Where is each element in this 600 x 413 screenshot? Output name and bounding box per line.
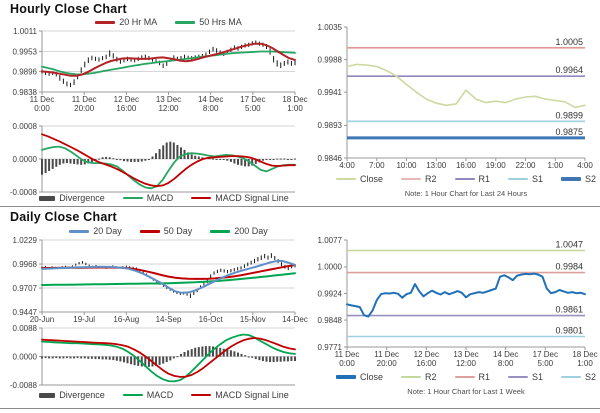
divergence-bar	[162, 357, 164, 364]
legend-item-50-day	[140, 226, 193, 236]
y-tick-label: 0.9447	[12, 307, 37, 317]
section-divider	[0, 206, 600, 207]
last24h-legend	[347, 174, 597, 184]
divergence-bar	[109, 357, 111, 360]
divergence-bar	[91, 357, 93, 359]
x-tick-label: 1:00	[577, 359, 593, 368]
y-tick-label: 0.0000	[12, 154, 37, 164]
legend-label: Divergence	[59, 193, 105, 203]
divergence-bar	[102, 157, 104, 159]
divergence-bar	[283, 357, 285, 362]
x-tick-label: 20:00	[376, 359, 397, 368]
divergence-bar	[219, 159, 221, 160]
divergence-bar	[248, 357, 250, 358]
legend-label: Close	[359, 372, 383, 382]
divergence-bar	[230, 350, 232, 356]
line-swatch-s1	[508, 376, 528, 378]
divergence-bar	[70, 159, 72, 164]
divergence-bar	[87, 357, 89, 359]
line-swatch-s1	[508, 178, 528, 180]
y-tick-label: 0.9941	[317, 87, 342, 97]
divergence-bar	[184, 352, 186, 357]
divergence-bar	[166, 143, 168, 160]
divergence-bar	[276, 159, 278, 160]
divergence-bar	[80, 357, 82, 359]
divergence-bar	[287, 159, 289, 160]
y-tick-label: -0.0008	[9, 187, 37, 197]
legend-label: 20 Day	[93, 226, 122, 236]
divergence-bar	[233, 159, 235, 164]
line-swatch-50-day	[140, 230, 160, 233]
divergence-bar	[294, 159, 296, 160]
y-tick-label: 1.0229	[12, 235, 37, 245]
y-tick-label: 0.9893	[317, 121, 342, 131]
y-tick-label: 1.0000	[317, 262, 342, 272]
divergence-bar	[276, 357, 278, 362]
daily-chart-title: Daily Close Chart	[10, 210, 117, 224]
x-tick-label: 14-Dec	[282, 315, 308, 324]
divergence-bar	[77, 159, 79, 164]
divergence-bar	[273, 357, 275, 363]
legend-label: 50 Day	[163, 226, 193, 236]
y-tick-label: 0.0008	[12, 121, 37, 131]
ma-line-50-hrs-ma	[42, 52, 295, 75]
divergence-bar	[176, 145, 178, 159]
divergence-bar	[280, 357, 282, 362]
y-tick-label: 0.9953	[12, 47, 37, 57]
y-tick-label: 0.9896	[12, 67, 37, 77]
y-tick-label: 0.9771	[317, 342, 342, 352]
divergence-bar	[84, 357, 86, 359]
divergence-bar	[116, 159, 118, 160]
legend-label: R2	[424, 174, 437, 184]
x-tick-label: 18 Dec	[282, 95, 308, 104]
divergence-bar	[134, 159, 136, 162]
divergence-bar	[280, 159, 282, 160]
divergence-bar	[123, 357, 125, 363]
x-tick-label: 8:00	[202, 104, 219, 113]
level-label-S2: 0.9801	[555, 325, 583, 336]
hourly-ma-legend	[42, 17, 295, 27]
divergence-bar	[155, 153, 157, 159]
legend-label: R1	[478, 174, 491, 184]
divergence-bar	[48, 159, 50, 171]
y-tick-label: 0.9838	[12, 87, 37, 97]
divergence-bar	[244, 355, 246, 356]
divergence-bar	[251, 357, 253, 358]
divergence-bar	[269, 357, 271, 363]
divergence-bar	[41, 159, 43, 175]
legend-item-close	[336, 174, 383, 184]
divergence-bar	[198, 157, 200, 160]
line-swatch-macd-signal-line	[191, 394, 211, 396]
divergence-bar	[105, 357, 107, 360]
line-swatch-r2	[401, 178, 421, 180]
divergence-bar	[294, 357, 296, 362]
legend-item-macd	[123, 193, 174, 203]
x-tick-label: 5:00	[245, 104, 261, 113]
legend-label: Divergence	[59, 390, 105, 400]
x-tick-label: 12 Dec	[413, 350, 440, 359]
divergence-bar	[152, 157, 154, 160]
divergence-bar	[255, 357, 257, 360]
legend-item-s1	[508, 174, 543, 184]
x-tick-label: 14-Sep	[155, 315, 182, 324]
line-swatch-macd	[123, 197, 143, 199]
close-line	[347, 64, 585, 107]
legend-label: S2	[585, 372, 597, 382]
divergence-bar	[116, 357, 118, 361]
divergence-bar	[169, 142, 171, 159]
divergence-bar	[148, 159, 150, 160]
divergence-bar	[102, 357, 104, 360]
x-tick-label: 13:00	[426, 161, 447, 170]
x-tick-label: 16:00	[116, 104, 137, 113]
x-tick-label: 8:00	[497, 359, 514, 368]
legend-label: R2	[424, 372, 437, 382]
divergence-bar	[269, 159, 271, 160]
divergence-bar	[180, 354, 182, 357]
line-swatch-close	[336, 178, 356, 180]
x-tick-label: 12:00	[158, 104, 179, 113]
divergence-bar	[230, 159, 232, 162]
x-tick-label: 5:00	[537, 359, 554, 368]
divergence-bar	[173, 143, 175, 160]
y-tick-label: 0.9968	[12, 259, 37, 269]
divergence-bar	[212, 159, 214, 160]
divergence-bar	[262, 357, 264, 362]
x-tick-label: 4:00	[577, 161, 593, 170]
bottom-divider	[0, 408, 600, 409]
divergence-bar	[119, 357, 121, 362]
y-tick-label: 1.0077	[317, 235, 342, 245]
level-label-S1: 0.9861	[555, 304, 583, 315]
divergence-bar	[233, 351, 235, 356]
x-tick-label: 14 Dec	[492, 350, 519, 359]
x-tick-label: 11 Dec	[334, 350, 360, 359]
note-last-1-week: Note: 1 Hour Chart for Last 1 Week	[407, 387, 525, 396]
divergence-bar	[201, 347, 203, 357]
divergence-bar	[194, 348, 196, 357]
bar-swatch-divergence	[39, 393, 55, 398]
y-tick-label: 0.0000	[12, 352, 37, 362]
divergence-bar	[169, 357, 171, 361]
x-tick-label: 18 Dec	[572, 350, 598, 359]
y-tick-label: 1.0035	[317, 22, 342, 32]
y-tick-label: -0.0088	[9, 380, 37, 390]
line-swatch-20-day	[69, 230, 89, 233]
divergence-bar	[144, 159, 146, 161]
legend-item-20-day	[69, 226, 122, 236]
legend-label: S1	[532, 372, 544, 382]
y-tick-label: 0.0088	[12, 323, 37, 333]
divergence-bar	[137, 159, 139, 162]
divergence-bar	[173, 357, 175, 359]
divergence-bar	[290, 159, 292, 160]
divergence-bar	[112, 357, 114, 361]
level-label-S1: 0.9899	[555, 110, 583, 121]
x-tick-label: 14 Dec	[197, 95, 224, 104]
divergence-bar	[266, 159, 268, 160]
line-swatch-50-hrs-ma	[175, 21, 195, 24]
divergence-bar	[98, 159, 100, 160]
line-swatch-200-day	[210, 230, 230, 233]
x-tick-label: 20:00	[74, 104, 95, 113]
divergence-bar	[159, 149, 161, 159]
legend-item-s1	[508, 372, 543, 382]
legend-label: R1	[478, 372, 491, 382]
x-tick-label: 11 Dec	[29, 95, 55, 104]
line-swatch-close	[336, 375, 356, 379]
x-tick-label: 16:00	[416, 359, 437, 368]
divergence-bar	[194, 156, 196, 159]
divergence-bar	[258, 357, 260, 361]
divergence-bar	[237, 159, 239, 165]
x-tick-label: 17 Dec	[240, 95, 266, 104]
legend-item-20-hr-ma	[95, 17, 157, 27]
x-tick-label: 22:00	[515, 161, 536, 170]
x-tick-label: 20-Jun	[29, 315, 55, 324]
x-tick-label: 12 Dec	[113, 95, 140, 104]
divergence-bar	[283, 159, 285, 160]
legend-item-200-day	[210, 226, 268, 236]
divergence-bar	[123, 159, 125, 161]
divergence-bar	[55, 159, 57, 167]
x-tick-label: 10:00	[396, 161, 417, 170]
x-tick-label: 16:00	[455, 161, 477, 170]
legend-label: Close	[359, 174, 383, 184]
divergence-bar	[141, 159, 143, 162]
divergence-bar	[166, 357, 168, 363]
divergence-bar	[287, 357, 289, 362]
ma-line-20-hr-ma	[42, 44, 295, 76]
divergence-bar	[216, 159, 218, 160]
divergence-bar	[226, 159, 228, 161]
y-tick-label: 0.9707	[12, 283, 37, 293]
legend-label: 20 Hr MA	[119, 17, 158, 27]
divergence-bar	[191, 155, 193, 160]
ma-line-200-day	[42, 273, 295, 285]
x-tick-label: 13 Dec	[453, 350, 479, 359]
last1week-legend	[347, 372, 597, 382]
divergence-bar	[73, 159, 75, 164]
legend-item-close	[336, 372, 383, 382]
x-tick-label: 16-Oct	[198, 315, 223, 324]
legend-item-r1	[455, 174, 491, 184]
legend-item-r1	[455, 372, 491, 382]
divergence-bar	[45, 357, 47, 359]
divergence-bar	[198, 347, 200, 356]
divergence-bar	[59, 159, 61, 165]
legend-item-50-hrs-ma	[175, 17, 242, 27]
divergence-bar	[112, 158, 114, 159]
x-tick-label: 13 Dec	[155, 95, 182, 104]
legend-label: MACD Signal Line	[215, 390, 289, 400]
divergence-bar	[55, 357, 57, 359]
divergence-bar	[127, 357, 129, 364]
divergence-bar	[70, 357, 72, 359]
legend-item-divergence	[39, 390, 105, 400]
divergence-bar	[273, 159, 275, 160]
x-tick-label: 7:00	[368, 161, 385, 170]
divergence-bar	[130, 357, 132, 365]
divergence-bar	[290, 357, 292, 362]
x-tick-label: 16-Aug	[113, 315, 140, 324]
divergence-bar	[59, 357, 61, 359]
level-label-R1: 0.9984	[555, 261, 583, 272]
divergence-bar	[223, 159, 225, 160]
x-tick-label: 0:00	[339, 359, 355, 368]
y-tick-label: 0.9924	[317, 289, 342, 299]
y-tick-label: 0.9848	[317, 315, 342, 325]
divergence-bar	[187, 350, 189, 356]
line-swatch-r1	[455, 376, 475, 378]
divergence-bar	[95, 357, 97, 360]
legend-label: MACD	[146, 193, 174, 203]
x-tick-label: 17 Dec	[532, 350, 559, 359]
divergence-bar	[48, 357, 50, 359]
x-tick-label: 15-Nov	[239, 315, 266, 324]
divergence-bar	[52, 357, 54, 359]
divergence-bar	[262, 159, 264, 161]
hourly-macd-legend	[30, 193, 298, 203]
y-tick-label: 0.9846	[317, 153, 342, 163]
legend-item-s2	[561, 372, 596, 382]
legend-item-macd	[123, 390, 174, 400]
legend-label: S1	[532, 174, 544, 184]
legend-item-s2	[561, 174, 596, 184]
bar-swatch-divergence	[39, 196, 55, 201]
legend-item-r2	[401, 372, 437, 382]
divergence-bar	[130, 159, 132, 162]
x-tick-label: 11 Dec	[71, 95, 97, 104]
divergence-bar	[176, 356, 178, 357]
x-tick-label: 19:00	[485, 161, 506, 170]
line-swatch-s2	[561, 177, 581, 181]
legend-label: 200 Day	[234, 226, 268, 236]
line-swatch-macd-signal-line	[191, 197, 211, 199]
daily-macd-legend	[30, 390, 298, 400]
legend-item-macd-signal-line	[191, 390, 289, 400]
hourly-chart-title: Hourly Close Chart	[10, 2, 127, 16]
divergence-bar	[109, 157, 111, 159]
divergence-bar	[45, 159, 47, 173]
legend-item-macd-signal-line	[191, 193, 289, 203]
divergence-bar	[62, 357, 64, 359]
divergence-bar	[52, 159, 54, 169]
legend-item-divergence	[39, 193, 105, 203]
divergence-bar	[266, 357, 268, 362]
divergence-bar	[66, 357, 68, 359]
y-tick-label: 0.9988	[317, 55, 342, 65]
x-tick-label: 1:00	[547, 161, 564, 170]
close-line	[347, 274, 585, 317]
legend-label: S2	[585, 174, 597, 184]
legend-label: MACD Signal Line	[215, 193, 289, 203]
line-swatch-s2	[561, 376, 581, 378]
divergence-bar	[77, 357, 79, 359]
macd-signal-line	[42, 134, 295, 186]
x-tick-label: 12:00	[455, 359, 477, 368]
divergence-bar	[237, 353, 239, 357]
legend-label: 50 Hrs MA	[199, 17, 242, 27]
legend-item-r2	[401, 174, 437, 184]
divergence-bar	[41, 357, 43, 359]
x-tick-label: 4:00	[339, 161, 355, 170]
level-label-S2: 0.9875	[555, 126, 583, 137]
divergence-bar	[241, 354, 243, 357]
x-tick-label: 0:00	[34, 104, 50, 113]
line-swatch-r2	[401, 376, 421, 378]
divergence-bar	[73, 357, 75, 359]
divergence-bar	[159, 357, 161, 365]
x-tick-label: 1:00	[287, 104, 303, 113]
note-last-24-hours: Note: 1 Hour Chart for Last 24 Hours	[404, 189, 528, 198]
daily-ma-legend	[42, 226, 295, 236]
divergence-bar	[119, 159, 121, 160]
line-swatch-r1	[455, 178, 475, 180]
line-swatch-macd	[123, 394, 143, 396]
divergence-bar	[66, 159, 68, 163]
y-tick-label: 1.0011	[13, 26, 37, 36]
divergence-bar	[191, 349, 193, 356]
level-label-R2: 1.0047	[555, 239, 583, 250]
divergence-bar	[62, 159, 64, 164]
line-swatch-20-hr-ma	[95, 21, 115, 24]
divergence-bar	[241, 159, 243, 166]
level-label-R1: 0.9964	[555, 65, 583, 76]
divergence-bar	[98, 357, 100, 360]
divergence-bar	[105, 157, 107, 159]
legend-label: MACD	[146, 390, 174, 400]
divergence-bar	[127, 159, 129, 162]
divergence-bar	[162, 145, 164, 159]
x-tick-label: 19-Jul	[73, 315, 96, 324]
x-tick-label: 11 Dec	[374, 350, 400, 359]
level-label-R2: 1.0005	[555, 36, 583, 47]
